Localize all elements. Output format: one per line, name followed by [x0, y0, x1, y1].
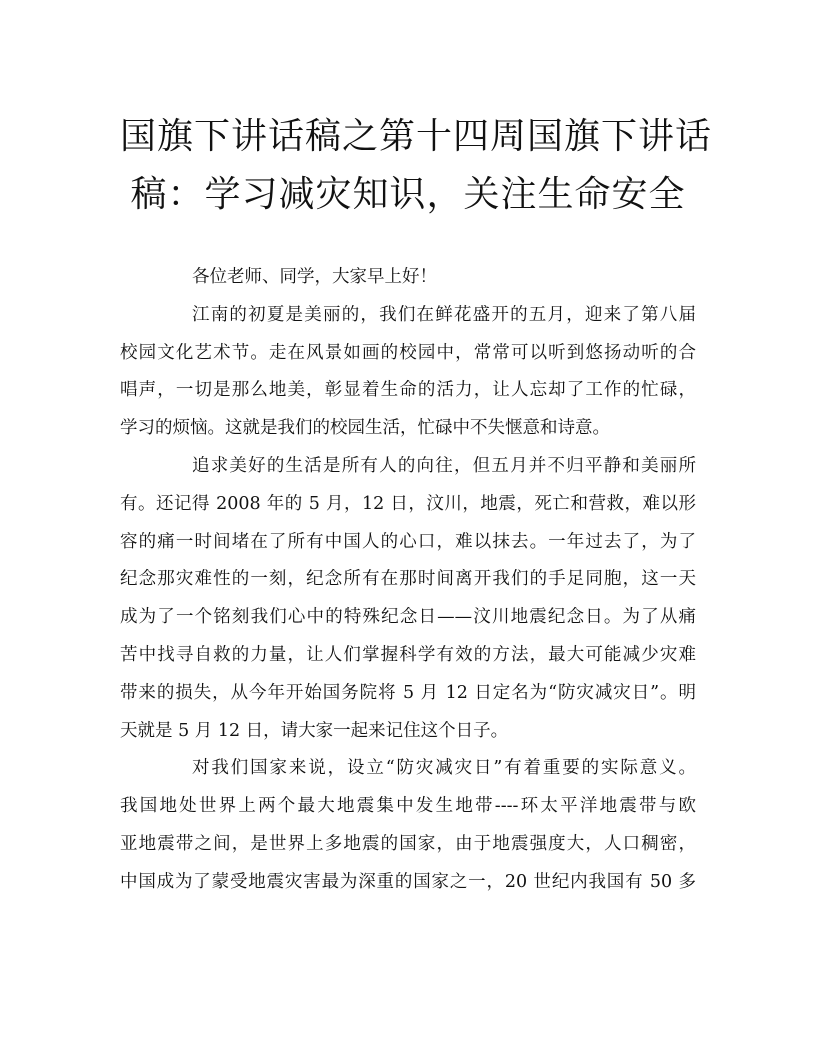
document-title	[120, 108, 713, 224]
text-line: 校园文化艺术节。走在风景如画的校园中，常常可以听到悠扬动听的合	[120, 342, 696, 363]
text-line: 有。还记得 2008 年的 5 月，12 日，汶川，地震，死亡和营救，难以形	[120, 493, 696, 514]
paragraph-campus-life	[120, 297, 696, 448]
text-line: 唱声，一切是那么地美，彰显着生命的活力，让人忘却了工作的忙碌，	[120, 380, 696, 401]
text-line: 对我们国家来说，设立“防灾减灾日”有着重要的实际意义。	[192, 758, 696, 779]
text-line: 学习的烦恼。这就是我们的校园生活，忙碌中不失惬意和诗意。	[120, 418, 610, 439]
text-line: 容的痛一时间堵在了所有中国人的心口，难以抹去。一年过去了，为了	[120, 531, 696, 552]
text-line: 天就是 5 月 12 日，请大家一起来记住这个日子。	[120, 720, 509, 741]
title-line-1: 国旗下讲话稿之第十四周国旗下讲话	[120, 116, 713, 157]
text-line: 成为了一个铭刻我们心中的特殊纪念日——汶川地震纪念日。为了从痛	[120, 607, 696, 628]
text-line: 苦中找寻自救的力量，让人们掌握科学有效的方法，最大可能减少灾难	[120, 644, 696, 665]
text-line: 各位老师、同学，大家早上好！	[192, 267, 437, 287]
text-line: 追求美好的生活是所有人的向往，但五月并不归平静和美丽所	[192, 455, 696, 476]
paragraph-wenchuan	[120, 448, 696, 750]
title-line-2: 稿：学习减灾知识，关注生命安全	[130, 174, 686, 215]
document-body	[120, 259, 696, 902]
text-line: 纪念那灾难性的一刻，纪念所有在那时间离开我们的手足同胞，这一天	[120, 569, 696, 590]
text-line: 带来的损失，从今年开始国务院将 5 月 12 日定名为“防灾减灾日”。明	[120, 682, 696, 703]
text-line: 亚地震带之间，是世界上多地震的国家，由于地震强度大，人口稠密，	[120, 833, 696, 854]
paragraph-greeting	[120, 259, 696, 297]
text-line: 江南的初夏是美丽的，我们在鲜花盛开的五月，迎来了第八届	[192, 304, 696, 325]
paragraph-disaster-day	[120, 750, 696, 901]
text-line: 中国成为了蒙受地震灾害最为深重的国家之一，20 世纪内我国有 50 多	[120, 871, 696, 892]
text-line: 我国地处世界上两个最大地震集中发生地带----环太平洋地震带与欧	[120, 796, 696, 817]
